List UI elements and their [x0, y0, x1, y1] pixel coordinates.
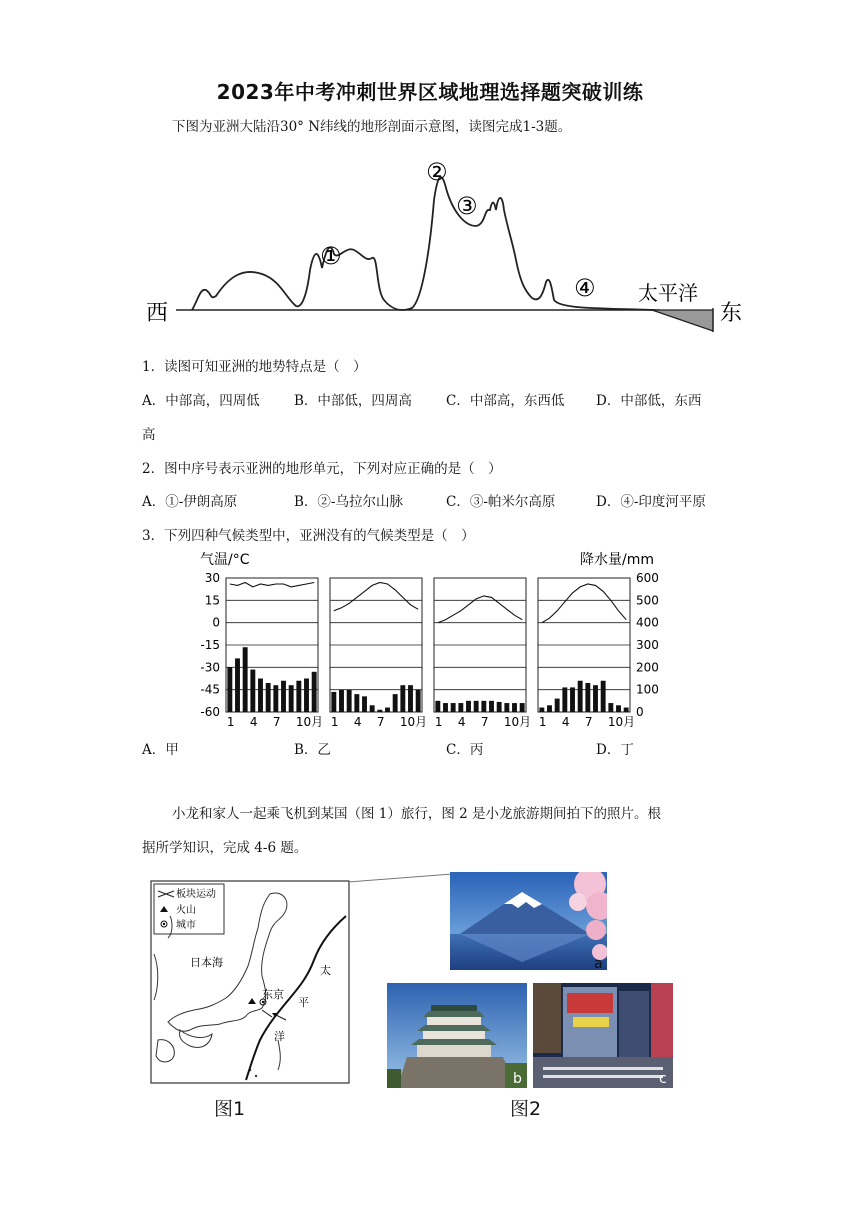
- precip-bar: [593, 685, 598, 712]
- marker-2: ②: [426, 158, 448, 186]
- precip-bar: [243, 647, 248, 712]
- precip-bar: [416, 690, 421, 712]
- intro-paragraph-2-line-1: 小龙和家人一起乘飞机到某国（图 1）旅行，图 2 是小龙旅游期间拍下的照片。根: [172, 806, 662, 822]
- sea-of-japan-label: 日本海: [190, 956, 223, 969]
- precip-bar: [408, 685, 413, 712]
- temp-line: [438, 596, 522, 623]
- climate-panel-4: [538, 578, 635, 729]
- temp-tick: 30: [204, 571, 220, 585]
- precip-tick: 600: [636, 571, 659, 585]
- month-tick: 10月: [503, 715, 532, 729]
- q3-option-c: C．丙: [446, 742, 484, 758]
- month-tick: 10月: [607, 715, 636, 729]
- q2-option-c: C．③-帕米尔高原: [446, 494, 556, 510]
- month-tick: 7: [480, 715, 489, 729]
- precip-bar: [474, 701, 479, 712]
- connector-lines: [348, 872, 458, 902]
- precip-bar: [273, 685, 278, 712]
- precip-bar: [296, 681, 301, 712]
- month-tick: 1: [434, 715, 443, 729]
- photo-b-label: b: [513, 1071, 522, 1087]
- temp-tick: -45: [200, 682, 220, 697]
- precip-bar: [578, 681, 583, 712]
- precip-bar: [354, 694, 359, 712]
- q1-option-c: C．中部高，东西低: [446, 393, 565, 409]
- month-tick: 4: [353, 715, 362, 729]
- question-3-stem: 3．下列四种气候类型中，亚洲没有的气候类型是（ ）: [142, 528, 475, 544]
- precip-bar: [504, 703, 509, 712]
- precip-bar: [312, 672, 317, 712]
- precip-tick: 0: [636, 705, 644, 719]
- photo-a-mount-fuji: [450, 872, 607, 970]
- precip-bar: [362, 696, 367, 712]
- intro-paragraph-2-line-2: 据所学知识，完成 4-6 题。: [142, 840, 308, 856]
- month-tick: 7: [584, 715, 593, 729]
- legend-plate-motion: 板块运动: [176, 889, 216, 900]
- precip-bar: [393, 694, 398, 712]
- precip-bar: [385, 708, 390, 712]
- photo-a-label: a: [594, 956, 603, 970]
- marker-3: ③: [456, 192, 478, 220]
- precip-bar: [258, 679, 263, 713]
- precip-bar: [377, 710, 382, 712]
- temp-tick: -15: [200, 638, 220, 652]
- precip-bar: [520, 703, 525, 712]
- q3-option-a: A．甲: [142, 742, 179, 758]
- west-label: 西: [146, 301, 169, 326]
- precip-bar: [608, 703, 613, 712]
- climate-panel-1: [226, 578, 323, 729]
- precip-bar: [250, 670, 255, 712]
- month-tick: 1: [330, 715, 339, 729]
- precip-bar: [289, 685, 294, 712]
- pacific-char-3: 洋: [274, 1030, 285, 1043]
- month-tick: 7: [272, 715, 281, 729]
- month-tick: 10月: [399, 715, 428, 729]
- q1-option-a: A．中部高，四周低: [142, 393, 260, 409]
- photo-c-city-street: [533, 983, 673, 1088]
- pacific-char-1: 太: [320, 964, 331, 977]
- precip-bar: [489, 701, 494, 712]
- month-tick: 10月: [295, 715, 324, 729]
- precip-tick: 200: [636, 660, 659, 675]
- precip-bar: [281, 681, 286, 712]
- precip-bar: [512, 703, 517, 712]
- q1-option-d: D．中部低，东西: [596, 393, 702, 409]
- month-tick: 7: [376, 715, 385, 729]
- japan-map: [150, 880, 350, 1085]
- temp-line: [334, 583, 418, 611]
- precip-bar: [585, 683, 590, 712]
- precip-bar: [555, 699, 560, 712]
- precip-bar: [227, 667, 232, 712]
- tokyo-label: 东京: [262, 988, 284, 1001]
- precip-bar: [370, 705, 375, 712]
- temp-tick: 0: [212, 615, 220, 630]
- month-tick: 1: [226, 715, 235, 729]
- pacific-char-2: 平: [298, 996, 309, 1009]
- precip-bar: [451, 703, 456, 712]
- marker-4: ④: [574, 274, 596, 302]
- precip-bar: [497, 702, 502, 712]
- precip-bar: [601, 681, 606, 712]
- figure-1-caption: 图1: [214, 1098, 246, 1120]
- temp-axis-label: 气温/°C: [200, 552, 250, 568]
- precip-bar: [616, 705, 621, 712]
- precip-tick: 500: [636, 593, 659, 608]
- precip-bar: [547, 705, 552, 712]
- precip-tick: 300: [636, 638, 659, 652]
- page-title: 2023年中考冲刺世界区域地理选择题突破训练: [216, 80, 644, 104]
- photo-b-castle: [387, 983, 527, 1088]
- precip-bar: [624, 708, 629, 712]
- precip-bar: [562, 687, 567, 712]
- q1-option-d-continued: 高: [142, 427, 156, 443]
- photo-c-label: c: [659, 1071, 667, 1087]
- precip-bar: [458, 703, 463, 712]
- month-tick: 1: [538, 715, 547, 729]
- ocean-label: 太平洋: [638, 281, 698, 305]
- precip-bar: [481, 701, 486, 712]
- climate-panel-3: [434, 578, 531, 729]
- intro-paragraph-1: 下图为亚洲大陆沿30° N纬线的地形剖面示意图，读图完成1-3题。: [172, 119, 572, 135]
- terrain-profile: [140, 150, 750, 340]
- q2-option-d: D．④-印度河平原: [596, 494, 706, 510]
- precip-bar: [304, 679, 309, 713]
- temp-tick: 15: [204, 593, 220, 608]
- precip-bar: [443, 703, 448, 712]
- temp-tick: -60: [200, 705, 220, 719]
- month-tick: 4: [457, 715, 466, 729]
- precip-bar: [339, 690, 344, 712]
- precip-bar: [400, 685, 405, 712]
- precip-bar: [331, 692, 336, 712]
- q2-option-b: B．②-乌拉尔山脉: [294, 494, 403, 510]
- precip-axis-label: 降水量/mm: [580, 552, 654, 568]
- legend-volcano: 火山: [176, 905, 196, 916]
- precip-bar: [266, 683, 271, 712]
- precip-tick: 400: [636, 615, 659, 630]
- precip-bar: [539, 708, 544, 712]
- temp-line: [542, 584, 626, 623]
- q1-option-b: B．中部低，四周高: [294, 393, 412, 409]
- precip-bar: [235, 658, 240, 712]
- climate-panel-2: [330, 578, 427, 729]
- figure-2-caption: 图2: [510, 1098, 542, 1120]
- precip-bar: [570, 687, 575, 712]
- q3-option-d: D．丁: [596, 742, 634, 758]
- month-tick: 4: [249, 715, 258, 729]
- climate-charts: [190, 548, 670, 734]
- precip-tick: 100: [636, 682, 659, 697]
- precip-bar: [347, 690, 352, 712]
- q3-option-b: B．乙: [294, 742, 331, 758]
- precip-bar: [435, 701, 440, 712]
- temp-tick: -30: [200, 660, 220, 675]
- q2-option-a: A．①-伊朗高原: [142, 494, 238, 510]
- temp-line: [230, 583, 314, 587]
- question-1-stem: 1．读图可知亚洲的地势特点是（ ）: [142, 359, 367, 375]
- legend-city: 城市: [176, 920, 196, 931]
- month-tick: 4: [561, 715, 570, 729]
- question-2-stem: 2．图中序号表示亚洲的地形单元，下列对应正确的是（ ）: [142, 461, 502, 477]
- marker-1: ①: [320, 242, 342, 270]
- east-label: 东: [720, 301, 743, 326]
- precip-bar: [466, 701, 471, 712]
